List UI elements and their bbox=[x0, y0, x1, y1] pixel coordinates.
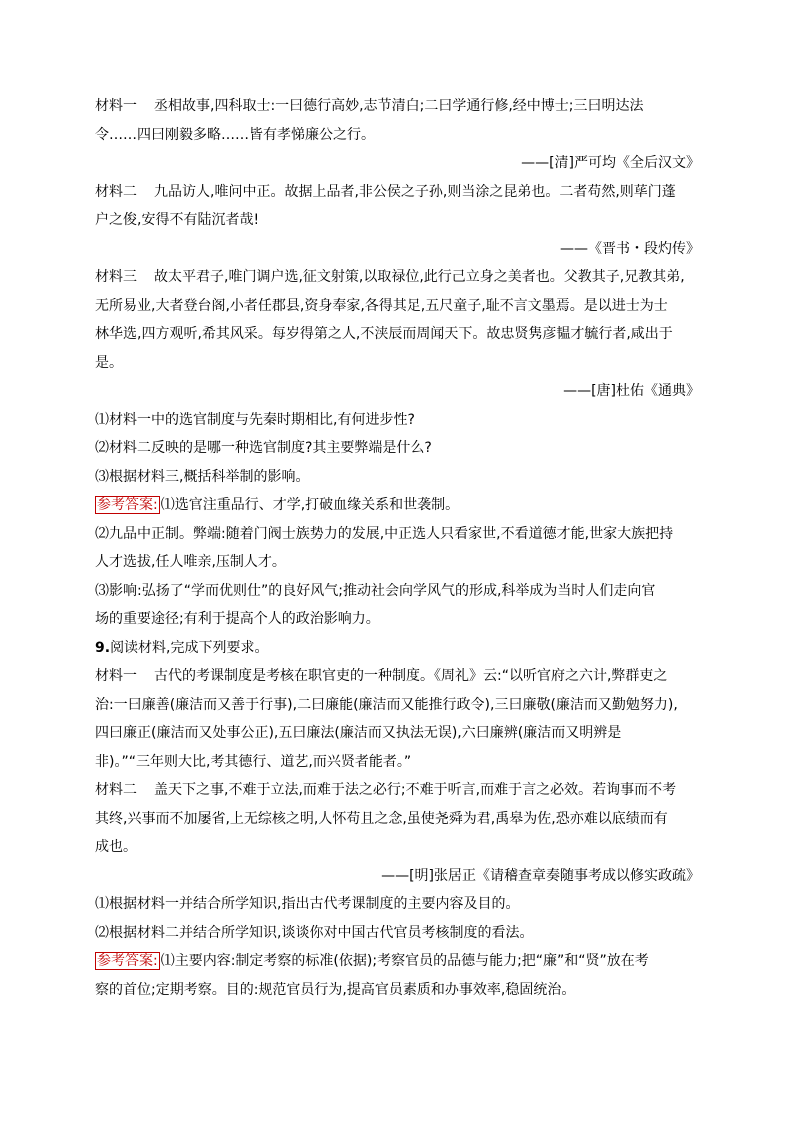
q8-material-2-line-1 bbox=[95, 178, 700, 207]
material-text: 盖天下之事,不难于立法,而难于法之必行;不难于听言,而难于言之必效。若询事而不考 bbox=[154, 782, 677, 798]
q8-answer-line-4: ⑶影响:弘扬了“学而优则仕”的良好风气;推动社会向学风气的形成,科举成为当时人们走向官 bbox=[95, 582, 656, 599]
material-label: 材料一 bbox=[95, 98, 137, 114]
q9-heading bbox=[95, 634, 700, 663]
q9-material-1-line-2: 治:一曰廉善(廉洁而又善于行事),二曰廉能(廉洁而又能推行政令),三曰廉敬(廉洁而又勤勉努力), bbox=[95, 696, 678, 713]
q8-material-3-line-2: 无所易业,大者登台阁,小者任郡县,资身奉家,各得其足,五尺童子,耻不言文墨焉。是以进士为士 bbox=[95, 297, 668, 314]
q9-material-1-line-1 bbox=[95, 662, 700, 691]
document-page bbox=[95, 92, 700, 1004]
q8-question-2: ⑵材料二反映的是哪一种选官制度?其主要弊端是什么? bbox=[95, 440, 432, 456]
q8-question-1: ⑴材料一中的选官制度与先秦时期相比,有何进步性? bbox=[95, 411, 415, 428]
q8-material-2-source: ——《晋书・段灼传》 bbox=[560, 240, 700, 257]
question-title: 阅读材料,完成下列要求。 bbox=[110, 639, 269, 656]
q8-answer-line-3: 人才选拔,任人唯亲,压制人才。 bbox=[95, 554, 286, 570]
q9-answer-line-2: 察的首位;定期考察。目的:规范官员行为,提高官员素质和办事效率,稳固统治。 bbox=[95, 981, 576, 998]
question-number: 9. bbox=[95, 639, 111, 656]
q8-answer-line-1 bbox=[95, 491, 700, 520]
q8-material-3-line-1 bbox=[95, 263, 700, 292]
material-text: 故太平君子,唯门调户选,征文射策,以取禄位,此行己立身之美者也。父教其子,兄教其弟, bbox=[154, 269, 685, 285]
q8-material-3-source: ——[唐]杜佑《通典》 bbox=[563, 383, 700, 399]
material-label: 材料三 bbox=[95, 269, 137, 285]
q8-answer-line-2: ⑵九品中正制。弊端:随着门阀士族势力的发展,中正选人只看家世,不看道德才能,世家大族把持 bbox=[95, 525, 674, 542]
q9-material-1-line-3: 四曰廉正(廉洁而又处事公正),五曰廉法(廉洁而又执法无误),六曰廉辨(廉洁而又明辨是 bbox=[95, 725, 622, 741]
material-label: 材料一 bbox=[95, 668, 137, 684]
material-text: 九品访人,唯问中正。故据上品者,非公侯之子孙,则当涂之昆弟也。二者苟然,则荜门蓬 bbox=[154, 183, 676, 200]
q8-material-2-line-2: 户之俊,安得不有陆沉者哉! bbox=[95, 212, 260, 228]
material-text: 古代的考课制度是考核在职官吏的一种制度。《周礼》云:“以听官府之六计,弊群吏之 bbox=[154, 668, 668, 684]
q9-material-2-line-2: 其终,兴事而不加屡省,上无综核之明,人怀苟且之念,虽使尧舜为君,禹皋为佐,恐亦难以底绩而有 bbox=[95, 810, 668, 827]
q8-question-3: ⑶根据材料三,概括科举制的影响。 bbox=[95, 468, 310, 485]
answer-text: ⑴主要内容:制定考察的标准(依据);考察官员的品德与能力;把“廉”和“贤”放在考 bbox=[160, 953, 649, 969]
q8-material-3-line-4: 是。 bbox=[95, 354, 123, 371]
q9-material-2-source: ——[明]张居正《请稽查章奏随事考成以修实政疏》 bbox=[381, 867, 700, 884]
q8-material-1-line-1 bbox=[95, 92, 700, 121]
answer-tag: 参考答案: bbox=[97, 497, 158, 513]
material-label: 材料二 bbox=[95, 782, 137, 798]
material-text: 丞相故事,四科取士:一曰德行高妙,志节清白;二曰学通行修,经中博士;三曰明达法 bbox=[154, 98, 644, 114]
q9-question-1: ⑴根据材料一并结合所学知识,指出古代考课制度的主要内容及目的。 bbox=[95, 896, 520, 912]
q9-question-2: ⑵根据材料二并结合所学知识,谈谈你对中国古代官员考核制度的看法。 bbox=[95, 924, 534, 941]
q9-answer-line-1 bbox=[95, 947, 700, 976]
answer-tag: 参考答案: bbox=[97, 953, 158, 969]
q8-answer-line-5: 场的重要途径;有利于提高个人的政治影响力。 bbox=[95, 611, 380, 627]
answer-text: ⑴选官注重品行、才学,打破血缘关系和世袭制。 bbox=[160, 497, 460, 513]
q9-material-1-line-4: 非)。”“三年则大比,考其德行、道艺,而兴贤者能者。” bbox=[95, 753, 412, 770]
q9-material-2-line-3: 成也。 bbox=[95, 839, 137, 855]
q9-material-2-line-1 bbox=[95, 776, 700, 805]
material-label: 材料二 bbox=[95, 183, 137, 200]
q8-material-1-line-2: 令……四曰刚毅多略……皆有孝悌廉公之行。 bbox=[95, 126, 375, 143]
q8-material-3-line-3: 林华选,四方观听,希其风采。每岁得第之人,不浃辰而周闻天下。故忠贤隽彦韫才毓行者,咸出于 bbox=[95, 326, 673, 342]
q8-material-1-source: ——[清]严可均《全后汉文》 bbox=[521, 155, 700, 171]
